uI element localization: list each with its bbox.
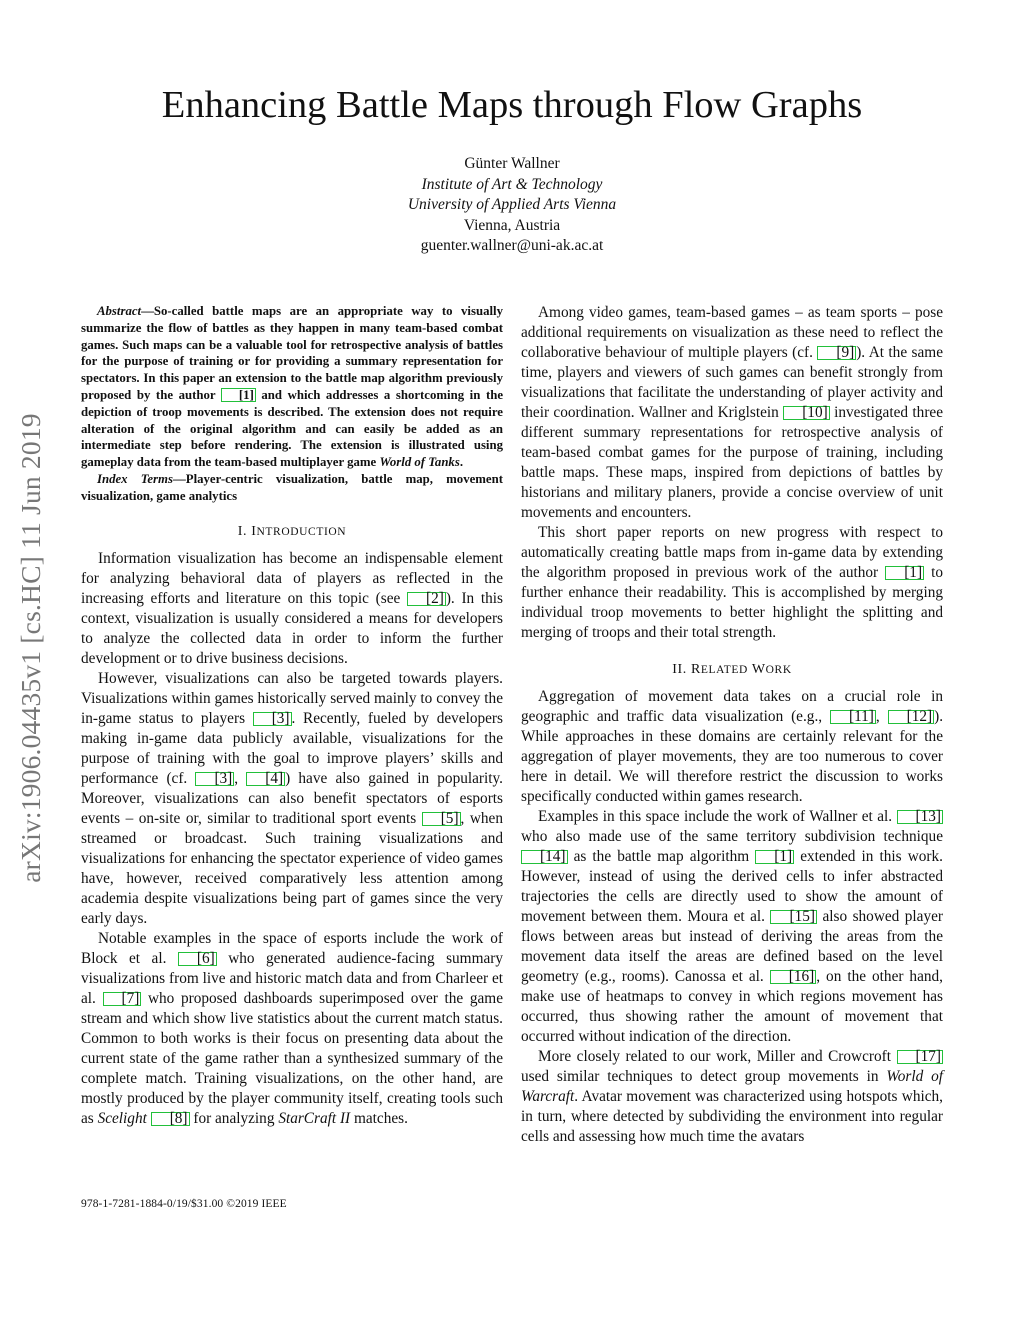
citation-link[interactable]: [1] — [755, 850, 794, 864]
citation-link[interactable]: [17] — [897, 1050, 944, 1064]
right-column — [521, 303, 943, 1147]
citation-link[interactable]: [1] — [885, 566, 924, 580]
intro-paragraph-2: However, visualizations can also be targeted towards players. Visualizations within games historically served mainly to convey the in-game status to players [3] . Recently, fueled by developers making in-game data publicly available, visualizations for the purpose of training with the goal to improve players’ skills and performance (cf. [3] , [4] ) have also gained in popularity. Moreover, visualizations can also benefit spectators of esports events – on-site or, similar to traditional sport events [5] , when streamed or broadcast. Such training visualizations and visualizations for enhancing the spectator experience of video games have, however, received comparatively less attention among academia despite visualizations being part of games since the very early days. — [81, 669, 503, 927]
intro-paragraph-4: Among video games, team-based games – as team sports – pose additional requirements on visualization as these need to reflect the collaborative behaviour of multiple players (cf. [9] ). At the same time, players and viewers of such games can benefit strongly from visualizations that facilitate the understanding of player activity and their coordination. Wallner and Kriglstein [10] investigated three different summary representations for retrospective analysis of team-based combat games for the purpose of training, including battle maps. These maps, inspired from depictions of battles by historians and military planers, provide a concise overview of unit movements and encounters. — [521, 304, 943, 521]
citation-link[interactable]: [11] — [830, 710, 876, 724]
arxiv-stamp: arXiv:1906.04435v1 [cs.HC] 11 Jun 2019 — [15, 413, 46, 883]
abstract-lead: Abstract — [97, 304, 142, 318]
citation-link[interactable]: [9] — [817, 346, 856, 360]
copyright-footer: 978-1-7281-1884-0/19/$31.00 ©2019 IEEE — [81, 1198, 287, 1210]
citation-link[interactable]: [16] — [770, 970, 817, 984]
author-university: University of Applied Arts Vienna — [407, 196, 617, 213]
citation-link[interactable]: [3] — [253, 712, 292, 726]
citation-link[interactable]: [14] — [521, 850, 568, 864]
citation-link[interactable]: [3] — [195, 772, 234, 786]
intro-paragraph-1: Information visualization has become an indispensable element for analyzing behavioral data of players as reflected in the increasing efforts and literature on this topic (see [2] ). In this context, visualization is usually considered a means for developers to analyze the collected data in order to inform the further development or to drive business decisions. — [81, 549, 503, 667]
index-terms-lead: Index Terms — [97, 471, 173, 486]
index-terms: Index Terms—Player-centric visualization, battle map, movement visualization, game analytics — [81, 471, 503, 503]
citation-link[interactable]: [15] — [770, 910, 817, 924]
citation-link[interactable]: [2] — [407, 592, 446, 606]
citation-link[interactable]: [6] — [178, 952, 217, 966]
citation-link[interactable]: [12] — [888, 710, 935, 724]
citation-link[interactable]: [13] — [897, 810, 944, 824]
left-column — [81, 303, 503, 1129]
citation-link[interactable]: [4] — [246, 772, 285, 786]
related-paragraph-3: More closely related to our work, Miller and Crowcroft [17] used similar techniques to detect group movements in World of Warcraft. Avatar movement was characterized using hotspots which, in turn, where detected by subdividing the environment into regular cells and assessing how much time the avatars — [521, 1048, 944, 1145]
section-heading-introduction: I. INTRODUCTION — [237, 523, 347, 539]
intro-paragraph-5: This short paper reports on new progress with respect to automatically creating battle maps from in-game data by extending the algorithm proposed in previous work of the author [1] to further enhance their readability. This is accomplished by merging individual troop movements to better highlight the splitting and merging of troops and their total strength. — [521, 524, 943, 641]
author-block — [0, 154, 1024, 257]
author-institute: Institute of Art & Technology — [421, 175, 603, 193]
related-paragraph-2: Examples in this space include the work of Wallner et al. [13] who also made use of the same territory subdivision technique [14] as the battle map algorithm [1] extended in this work. However, instead of using the derived cells to infer abstracted trajectories the cells are directly used to show the amount of movement between them. Moura et al. [15] also showed player flows between areas but instead of deriving the areas from the movement data itself the areas are defined based on the level geometry (e.g., rooms). Canossa et al. [16] , on the other hand, make use of heatmaps to convey in which regions movement has occurred, thus showing rather the amount of movement that occurred without indication of the direction. — [521, 808, 944, 1045]
section-heading-related-work: II. RELATED WORK — [672, 662, 792, 677]
author-location: Vienna, Austria — [463, 216, 561, 234]
author-name: Günter Wallner — [464, 155, 560, 172]
citation-link[interactable]: [1] — [221, 388, 256, 402]
intro-paragraph-3: Notable examples in the space of esports include the work of Block et al. [6] who generated audience-facing summary visualizations from live and historic match data and from Charleer et al. [7] who proposed dashboards superimposed over the game stream and which show live statistics about the current match status. Common to both works is their focus on presenting data about the current state of the game rather than a synthesized summary of the complete match. Training visualizations, on the other hand, are mostly produced by the player community itself, creating tools such as Scelight [8] for analyzing StarCraft II matches. — [81, 929, 504, 1127]
author-email[interactable]: guenter.wallner@uni-ak.ac.at — [420, 237, 604, 254]
citation-link[interactable]: [7] — [103, 992, 142, 1006]
citation-link[interactable]: [10] — [783, 406, 830, 420]
citation-link[interactable]: [5] — [422, 812, 461, 826]
abstract: Abstract—So-called battle maps are an appropriate way to visually summarize the flow of battles as they happen in many team-based combat games. Such maps can be a valuable tool for retrospective analysis of battles for the purpose of training or for providing a summary representation for spectators. In this paper an extension to the battle map algorithm previously proposed by the author [1] and which addresses a shortcoming in the depiction of troop movements is described. The extension does not require alteration of the original algorithm and can easily be added as an intermediate step before rendering. The extension is illustrated using gameplay data from the team-based multiplayer game World of Tanks. — [81, 304, 503, 470]
citation-link[interactable]: [8] — [151, 1112, 190, 1126]
paper-title: Enhancing Battle Maps through Flow Graphs — [161, 84, 863, 126]
related-paragraph-1: Aggregation of movement data takes on a crucial role in geographic and traffic data visualization (e.g., [11] , [12] ). While approaches in these domains are certainly relevant for the aggregation of player movements, they are too numerous to cover here in detail. We will therefore restrict the discussion to works specifically conducted within games research. — [521, 688, 944, 805]
